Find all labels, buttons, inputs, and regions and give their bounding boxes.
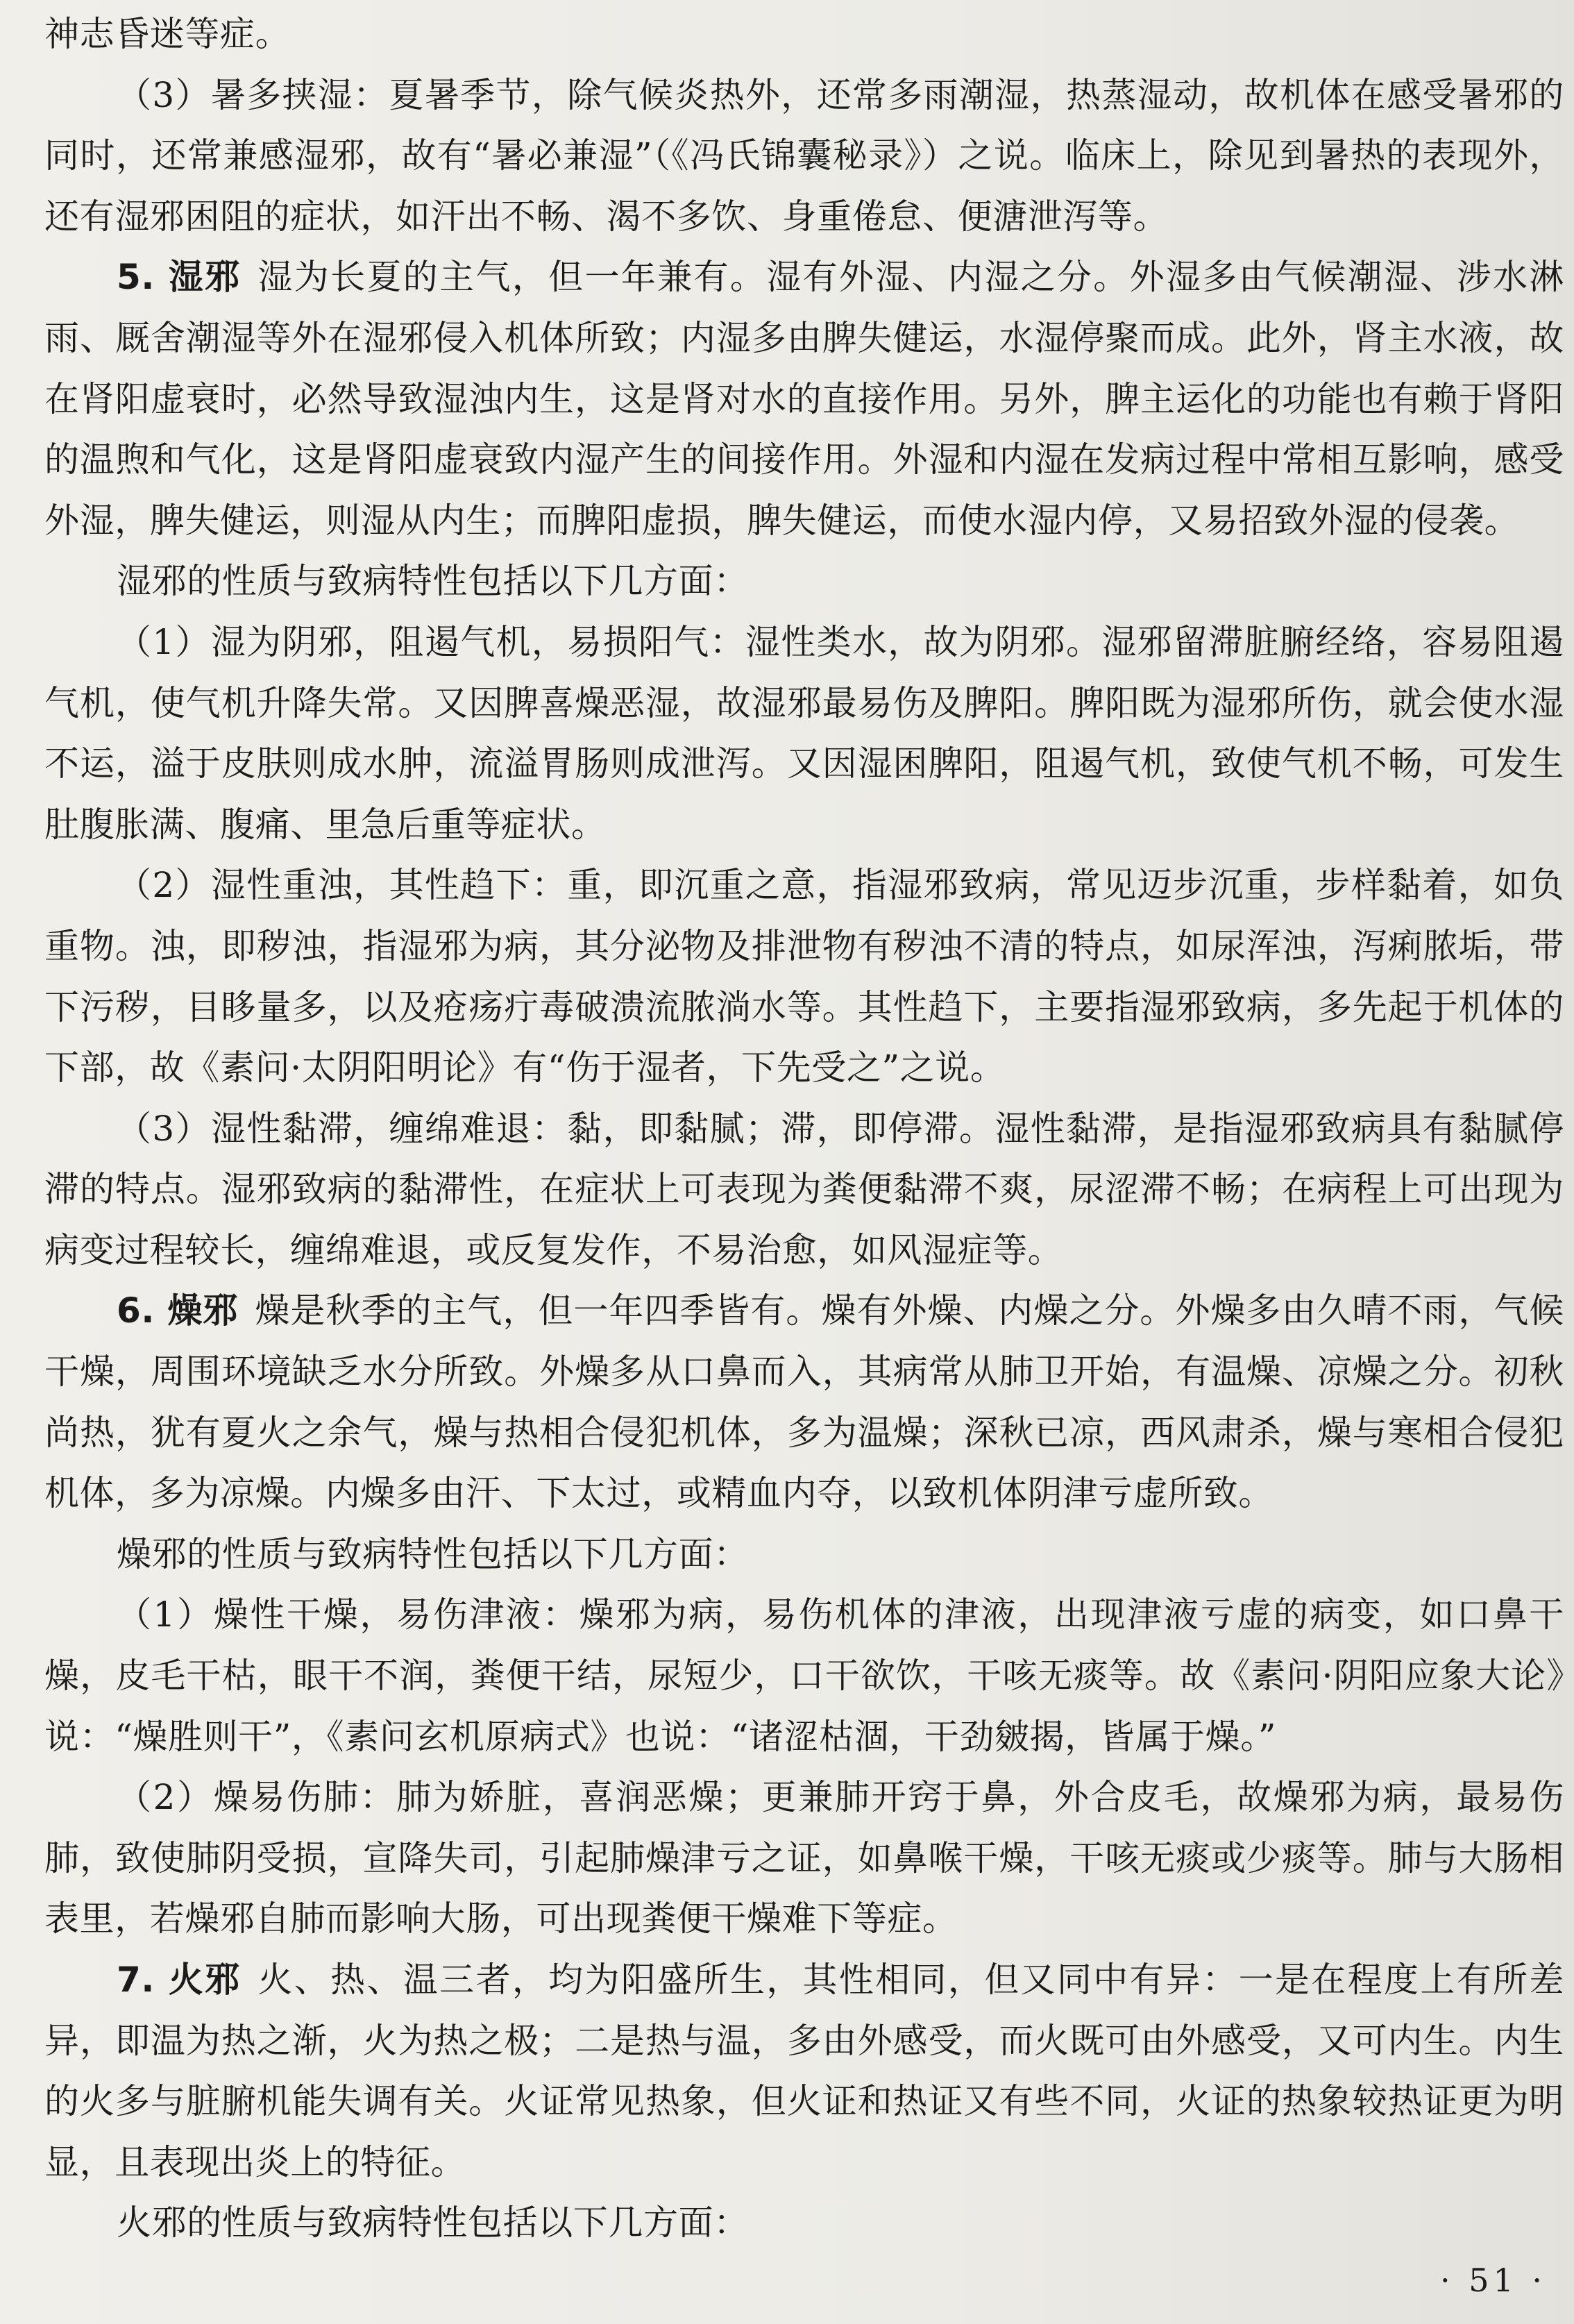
paragraph-text: 燥邪的性质与致病特性包括以下几方面： xyxy=(117,1533,749,1574)
section-heading: 5. 湿邪 xyxy=(117,257,242,298)
paragraph-text: 火、热、温三者，均为阳盛所生，其性相同，但又同中有异：一是在程度上有所差异，即温为热之渐，火为热之极；二是热与温，多由外感受，而火既可由外感受，又可内生。内生的火多与脏腑机能失调有关。火证常见热象，但火证和热证又有些不同，火证的热象较热证更为明显，且表现出炎上的特征。 xyxy=(44,1960,1564,2182)
paragraph-text: （2）湿性重浊，其性趋下：重，即沉重之意，指湿邪致病，常见迈步沉重，步样黏着，如负重物。浊，即秽浊，指湿邪为病，其分泌物及排泄物有秽浊不清的特点，如尿浑浊，泻痢脓垢，带下污秽，目眵量多，以及疮疡疔毒破溃流脓淌水等。其性趋下，主要指湿邪致病，多先起于机体的下部，故《素问·太阴阳明论》有“伤于湿者，下先受之”之说。 xyxy=(44,865,1564,1088)
paragraph-text: （2）燥易伤肺：肺为娇脏，喜润恶燥；更兼肺开窍于鼻，外合皮毛，故燥邪为病，最易伤肺，致使肺阴受损，宣降失司，引起肺燥津亏之证，如鼻喉干燥，干咳无痰或少痰等。肺与大肠相表里，若燥邪自肺而影响大肠，可出现粪便干燥难下等症。 xyxy=(44,1777,1564,1939)
section-heading: 7. 火邪 xyxy=(117,1960,242,2000)
paragraph-text: （1）湿为阴邪，阻遏气机，易损阳气：湿性类水，故为阴邪。湿邪留滞脏腑经络，容易阻遏气机，使气机升降失常。又因脾喜燥恶湿，故湿邪最易伤及脾阳。脾阳既为湿邪所伤，就会使水湿不运，溢于皮肤则成水肿，流溢胃肠则成泄泻。又因湿困脾阳，阻遏气机，致使气机不畅，可发生肚腹胀满、腹痛、里急后重等症状。 xyxy=(44,621,1564,845)
paragraph xyxy=(44,1524,1564,1585)
paragraph xyxy=(44,1585,1564,1767)
paragraph xyxy=(44,4,1564,65)
paragraph-text: （1）燥性干燥，易伤津液：燥邪为病，易伤机体的津液，出现津液亏虚的病变，如口鼻干燥，皮毛干枯，眼干不润，粪便干结，尿短少，口干欲饮，干咳无痰等。故《素问·阴阳应象大论》说：“燥胜则干”，《素问玄机原病式》也说：“诸涩枯涸，干劲皴揭，皆属于燥。” xyxy=(44,1594,1564,1757)
paragraph-text: （3）暑多挟湿：夏暑季节，除气候炎热外，还常多雨潮湿，热蒸湿动，故机体在感受暑邪的同时，还常兼感湿邪，故有“暑必兼湿”（《冯氏锦囊秘录》）之说。临床上，除见到暑热的表现外，还有湿邪困阻的症状，如汗出不畅、渴不多饮、身重倦怠、便溏泄泻等。 xyxy=(44,74,1564,237)
paragraph-text: 神志昏迷等症。 xyxy=(44,14,291,54)
paragraph-text: 火邪的性质与致病特性包括以下几方面： xyxy=(117,2203,749,2243)
section-paragraph xyxy=(44,247,1564,551)
paragraph-text: 湿为长夏的主气，但一年兼有。湿有外湿、内湿之分。外湿多由气候潮湿、涉水淋雨、厩舍潮湿等外在湿邪侵入机体所致；内湿多由脾失健运，水湿停聚而成。此外，肾主水液，故在肾阳虚衰时，必然导致湿浊内生，这是肾对水的直接作用。另外，脾主运化的功能也有赖于肾阳的温煦和气化，这是肾阳虚衰致内湿产生的间接作用。外湿和内湿在发病过程中常相互影响，感受外湿，脾失健运，则湿从内生；而脾阳虚损，脾失健运，而使水湿内停，又易招致外湿的侵袭。 xyxy=(44,257,1564,541)
page-number: · 51 · xyxy=(1439,2262,1546,2299)
section-paragraph xyxy=(44,1281,1564,1524)
paragraph xyxy=(44,612,1564,855)
section-heading: 6. 燥邪 xyxy=(117,1290,239,1331)
paragraph-text: 燥是秋季的主气，但一年四季皆有。燥有外燥、内燥之分。外燥多由久晴不雨，气候干燥，周围环境缺乏水分所致。外燥多从口鼻而入，其病常从肺卫开始，有温燥、凉燥之分。初秋尚热，犹有夏火之余气，燥与热相合侵犯机体，多为温燥；深秋已凉，西风肃杀，燥与寒相合侵犯机体，多为凉燥。内燥多由汗、下太过，或精血内夺，以致机体阴津亏虚所致。 xyxy=(44,1290,1564,1514)
paragraph xyxy=(44,65,1564,248)
paragraph xyxy=(44,551,1564,612)
paragraph-text: （3）湿性黏滞，缠绵难退：黏，即黏腻；滞，即停滞。湿性黏滞，是指湿邪致病具有黏腻停滞的特点。湿邪致病的黏滞性，在症状上可表现为粪便黏滞不爽，尿涩滞不畅；在病程上可出现为病变过程较长，缠绵难退，或反复发作，不易治愈，如风湿症等。 xyxy=(44,1108,1564,1270)
body-text xyxy=(44,4,1564,2254)
paragraph xyxy=(44,1767,1564,1950)
paragraph-text: 湿邪的性质与致病特性包括以下几方面： xyxy=(117,561,749,602)
section-paragraph xyxy=(44,1950,1564,2193)
paragraph xyxy=(44,1099,1564,1281)
paragraph xyxy=(44,855,1564,1098)
paragraph xyxy=(44,2193,1564,2254)
